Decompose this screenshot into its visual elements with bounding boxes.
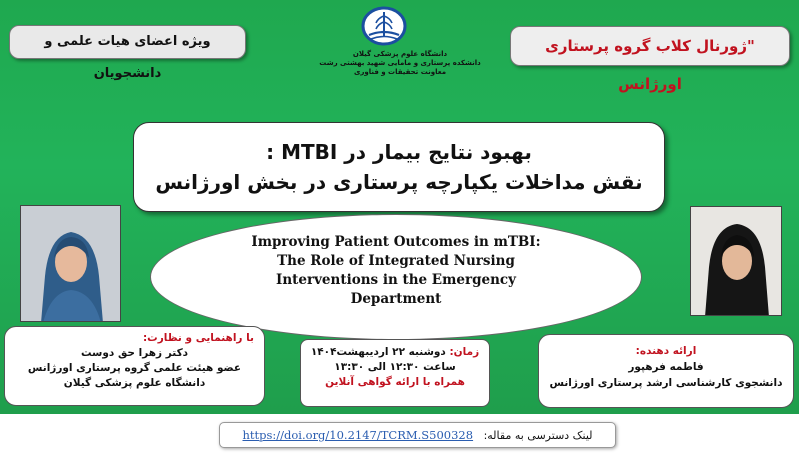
- schedule-date: دوشنبه ۲۲ اردیبهشت۱۴۰۴: [310, 346, 446, 358]
- schedule-label: زمان:: [449, 346, 480, 358]
- presenter-photo: [690, 206, 782, 316]
- presenter-name: فاطمه فرهپور: [628, 361, 704, 373]
- article-link[interactable]: https://doi.org/10.2147/TCRM.S500328: [242, 428, 474, 442]
- advisor-info-box: [4, 326, 265, 406]
- university-name: دانشگاه علوم پزشکی گیلان دانشکده پرستاری و مامایی شهید بهشتی رشت معاونت تحقیقات و فناوری: [319, 50, 481, 76]
- presenter-info-box: [538, 334, 794, 408]
- article-link-box: [219, 422, 616, 448]
- journal-club-badge: "ژورنال کلاب گروه پرستاری اورژانس: [510, 26, 790, 66]
- advisor-org: دانشگاه علوم پزشکی گیلان: [63, 377, 206, 389]
- university-logo-icon: [361, 6, 407, 46]
- english-title: Improving Patient Outcomes in mTBI: The Role of Integrated Nursing Interventions in the Emergency Department: [150, 214, 642, 340]
- presenter-role: دانشجوی کارشناسی ارشد پرستاری اورژانس: [549, 377, 783, 389]
- advisor-photo: [20, 205, 121, 322]
- advisor-name: دکتر زهرا حق دوست: [80, 347, 189, 359]
- advisor-label: با راهنمایی و نظارت:: [142, 332, 254, 344]
- audience-badge: ویژه اعضای هیات علمی و دانشجویان: [9, 25, 246, 59]
- persian-title: بهبود نتایج بیمار در MTBI : نقش مداخلات یکپارچه پرستاری در بخش اورژانس: [133, 122, 665, 212]
- certificate-note: همراه با ارائه گواهی آنلاین: [325, 376, 465, 388]
- presenter-label: ارائه دهنده:: [635, 345, 697, 357]
- schedule-time: ساعت ۱۲:۳۰ الی ۱۳:۳۰: [334, 361, 456, 373]
- advisor-role: عضو هیئت علمی گروه پرستاری اورژانس: [27, 362, 242, 374]
- article-link-label: لینک دسترسی به مقاله:: [483, 429, 593, 442]
- schedule-box: [300, 339, 490, 407]
